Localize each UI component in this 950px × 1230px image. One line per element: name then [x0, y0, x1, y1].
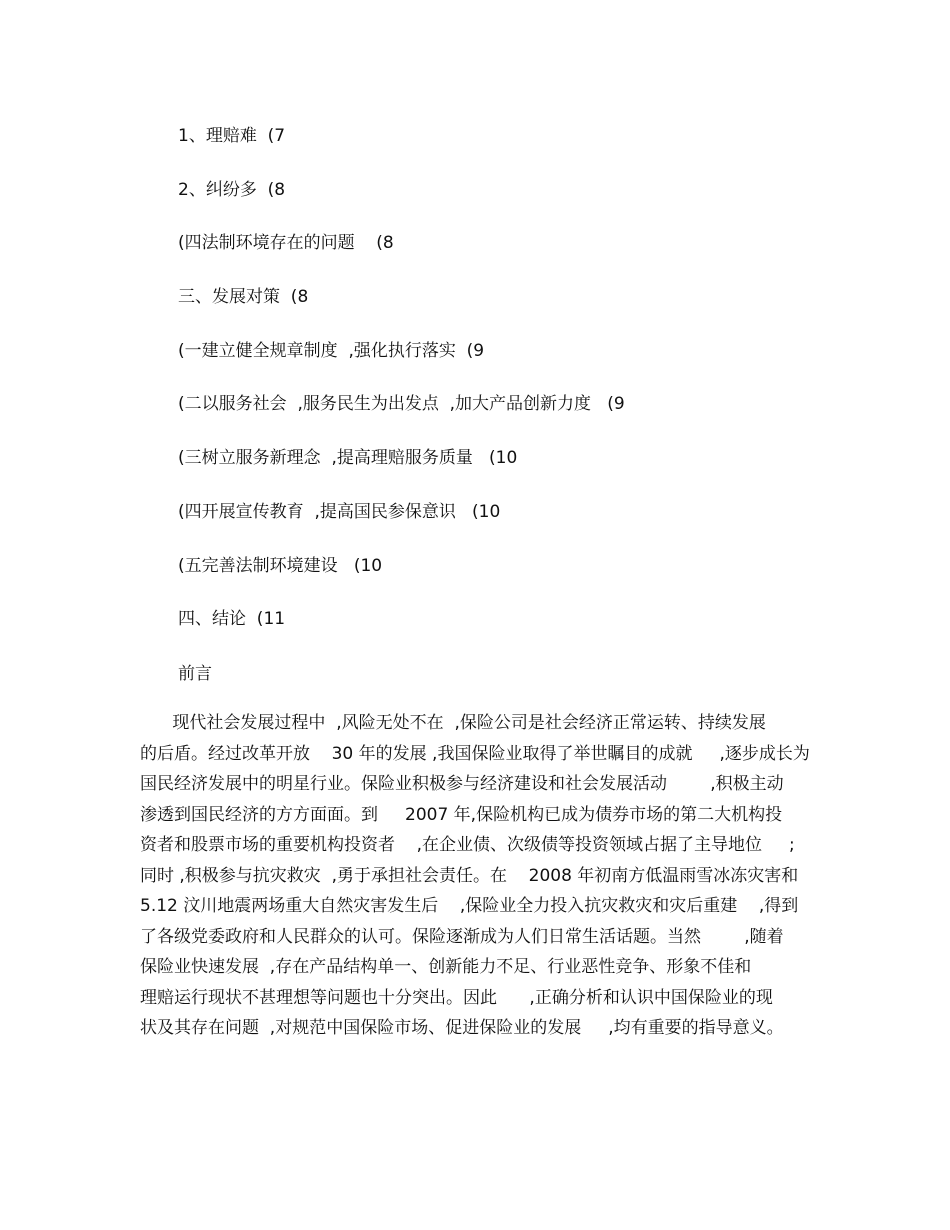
- toc-entry-conclusion: 四、结论 (11: [178, 609, 286, 630]
- toc-entry-legal-environment-building: (五完善法制环境建设 (10: [178, 555, 383, 576]
- toc-entry-claims-difficulty: 1、理赔难 (7: [178, 126, 286, 146]
- paragraph-line: 理赔运行现状不甚理想等问题也十分突出。因此 ,正确分析和认识中国保险业的现: [140, 987, 773, 1008]
- paragraph-line: 资者和股票市场的重要机构投资者 ,在企业债、次级债等投资领域占据了主导地位 ;: [140, 835, 795, 855]
- toc-entry-product-innovation: (二以服务社会 ,服务民生为出发点 ,加大产品创新力度 (9: [178, 394, 625, 415]
- paragraph-line: 状及其存在问题 ,对规范中国保险市场、促进保险业的发展 ,均有重要的指导意义。: [140, 1018, 784, 1038]
- paragraph-line: 同时 ,积极参与抗灾救灾 ,勇于承担社会责任。在 2008 年初南方低温雨雪冰冻灾害和: [140, 865, 799, 886]
- toc-entry-rules-and-regulations: (一建立健全规章制度 ,强化执行落实 (9: [178, 340, 485, 361]
- paragraph-line: 的后盾。经过改革开放 30 年的发展 ,我国保险业取得了举世瞩目的成就 ,逐步成长为: [140, 743, 810, 764]
- toc-entry-many-disputes: 2、纠纷多 (8: [178, 179, 286, 200]
- toc-entry-legal-environment-problems: (四法制环境存在的问题 (8: [178, 233, 394, 254]
- paragraph-line: 国民经济发展中的明星行业。保险业积极参与经济建设和社会发展活动 ,积极主动: [140, 774, 784, 794]
- paragraph-line: 现代社会发展过程中 ,风险无处不在 ,保险公司是社会经济正常运转、持续发展: [140, 713, 766, 733]
- preface-paragraph: [140, 708, 820, 1044]
- paragraph-line: 保险业快速发展 ,存在产品结构单一、创新能力不足、行业恶性竞争、形象不佳和: [140, 957, 752, 977]
- paragraph-line: 渗透到国民经济的方方面面。到 2007 年,保险机构已成为债券市场的第二大机构投: [140, 804, 783, 825]
- section-heading-preface: 前言: [178, 664, 212, 684]
- paragraph-line: 5.12 汶川地震两场重大自然灾害发生后 ,保险业全力投入抗灾救灾和灾后重建 ,得到: [140, 896, 799, 916]
- toc-entry-publicity-education: (四开展宣传教育 ,提高国民参保意识 (10: [178, 501, 501, 522]
- table-of-contents: [178, 122, 878, 659]
- paragraph-line: 了各级党委政府和人民群众的认可。保险逐渐成为人们日常生活话题。当然 ,随着: [140, 926, 784, 947]
- toc-entry-claims-service-quality: (三树立服务新理念 ,提高理赔服务质量 (10: [178, 448, 518, 469]
- toc-entry-development-strategies: 三、发展对策 (8: [178, 287, 309, 308]
